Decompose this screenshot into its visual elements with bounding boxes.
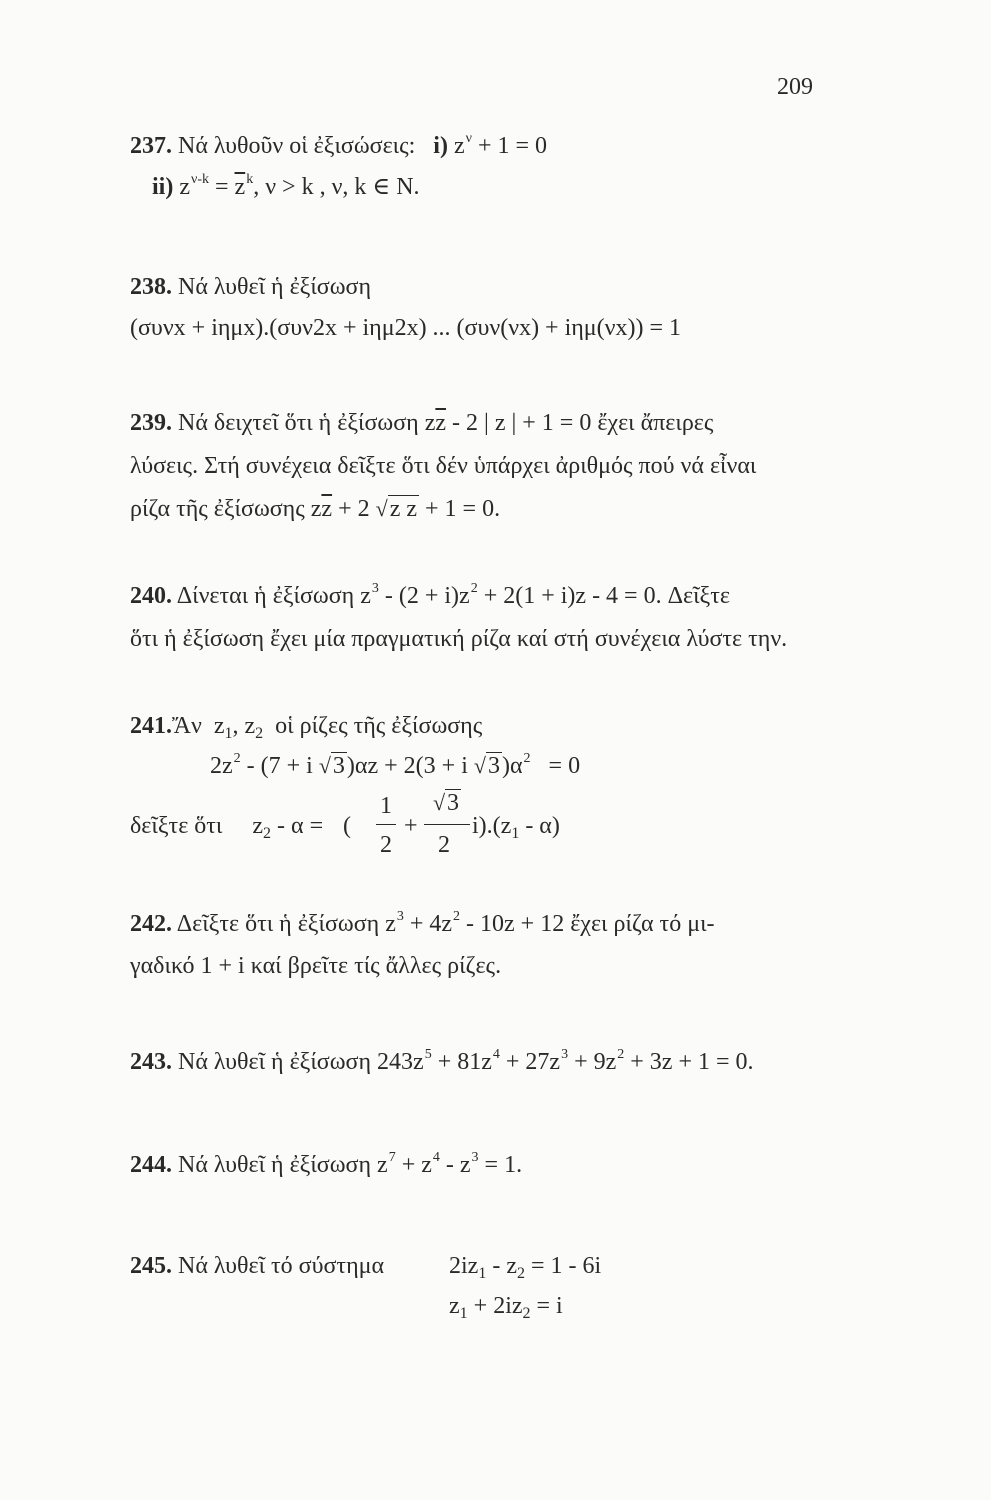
conjugate: $\overline{z}$ bbox=[234, 174, 246, 200]
problem-number: 244. bbox=[130, 1152, 172, 1178]
exponent: 2 bbox=[617, 1047, 625, 1062]
problem-239-line-1 bbox=[130, 408, 713, 438]
problem-240-line-1 bbox=[130, 581, 730, 615]
problem-number: 243. bbox=[130, 1049, 172, 1075]
problem-241-equation: $2z^2 - (7 + i$ √3)αz + 2(3 + i $√3)\alpha^2$ = 0 bbox=[210, 751, 581, 779]
subscript: 1 bbox=[224, 725, 233, 742]
problem-237-line-2 bbox=[152, 172, 420, 206]
problem-number: 245. bbox=[130, 1253, 172, 1279]
problem-240-line-2: ὅτι ἡ ἐξίσωση ἔχει μία πραγματική ρίζα καί στή συνέχεια λύστε την. bbox=[130, 626, 788, 652]
plus-sign: + bbox=[404, 813, 418, 839]
problem-text: Νά λυθεῖ ἡ ἐξίσωση z bbox=[178, 1152, 388, 1178]
problem-238-equation: (συνx + iημx).(συν2x + iημ2x) ... (συν(νx) + iημ(νx)) = 1 bbox=[130, 315, 682, 341]
problem-text: Νά λυθεῖ τό σύστημα bbox=[178, 1253, 385, 1279]
subscript: 2 bbox=[522, 1305, 531, 1322]
square-root: √3 bbox=[318, 753, 345, 779]
exponent: 2 bbox=[233, 751, 241, 766]
problem-238-line-1 bbox=[130, 272, 371, 302]
problem-241-line-1: 241.Ἄν $z_1$, $z_2$ οἱ ρίζες τῆς ἐξίσωσης bbox=[130, 713, 483, 742]
exponent: 4 bbox=[492, 1047, 500, 1062]
problem-text: Νά λυθοῦν οἱ ἐξισώσεις: bbox=[178, 133, 416, 159]
exponent: 3 bbox=[396, 909, 404, 924]
math: z bbox=[179, 174, 190, 200]
problem-text: οἱ ρίζες τῆς ἐξίσωσης bbox=[275, 713, 483, 739]
problem-239-line-2: λύσεις. Στή συνέχεια δεῖξτε ὅτι δέν ὑπάρχει ἀριθμός πού νά εἶναι bbox=[130, 453, 757, 479]
math: z bbox=[213, 713, 225, 739]
problem-number: 239. bbox=[130, 410, 172, 436]
exponent: 2 bbox=[453, 909, 461, 924]
square-root: √z z bbox=[375, 496, 417, 522]
exponent: 3 bbox=[471, 1150, 479, 1165]
problem-text: ρίζα τῆς ἐξίσωσης bbox=[130, 496, 305, 522]
conjugate: $\overline{z}$ bbox=[321, 496, 333, 522]
problem-text: Δίνεται ἡ ἐξίσωση z bbox=[176, 583, 371, 609]
math: z bbox=[310, 496, 322, 522]
subscript: 2 bbox=[255, 725, 264, 742]
exponent: 5 bbox=[424, 1047, 432, 1062]
square-root: √3 bbox=[473, 753, 500, 779]
exponent: 4 bbox=[432, 1150, 440, 1165]
exponent: 2 bbox=[523, 751, 531, 766]
problem-245-equation-2: $z_1 + 2iz_2 = i$ bbox=[449, 1293, 563, 1322]
math: z bbox=[244, 713, 256, 739]
math: + 2 bbox=[338, 496, 370, 522]
subscript: 1 bbox=[511, 825, 520, 842]
math: = bbox=[214, 174, 229, 200]
math: + 2(1 + i)z - 4 = 0. Δεῖξτε bbox=[483, 583, 730, 609]
conjugate: $\overline{z}$ bbox=[435, 410, 447, 436]
square-root: √3 bbox=[432, 790, 460, 816]
exponent: 3 bbox=[371, 581, 379, 596]
math: + 1 = 0 bbox=[477, 133, 548, 159]
exponent: 2 bbox=[470, 581, 478, 596]
math: + 1 = 0. bbox=[425, 496, 501, 522]
part-label: i) bbox=[433, 133, 448, 159]
math: - (2 + i)z bbox=[384, 583, 470, 609]
problem-242-line-2: γαδικό 1 + i καί βρεῖτε τίς ἄλλες ρίζες. bbox=[130, 953, 502, 979]
problem-245-line-1 bbox=[130, 1251, 384, 1281]
fraction-sqrt3-numerator bbox=[422, 790, 472, 816]
problem-241-claim: δεῖξτε ὅτι $z_2$ - α = bbox=[130, 813, 324, 842]
exponent: 3 bbox=[561, 1047, 569, 1062]
paren-open: ( bbox=[343, 813, 351, 839]
fraction-bar bbox=[376, 824, 396, 825]
part-label: ii) bbox=[152, 174, 174, 200]
math: z bbox=[424, 410, 436, 436]
exponent: k bbox=[246, 172, 254, 187]
problem-number: 241. bbox=[130, 713, 172, 739]
subscript: 1 bbox=[478, 1265, 487, 1282]
exponent: ν-k bbox=[190, 172, 209, 187]
exponent: ν bbox=[465, 131, 472, 146]
subscript: 1 bbox=[459, 1305, 468, 1322]
problem-237-line-1 bbox=[130, 131, 547, 165]
fraction-bar bbox=[424, 824, 470, 825]
problem-242-line-1: 242. Δεῖξτε ὅτι ἡ ἐξίσωση $z^3 + 4z^2 - 10z + 12$ ἔχει ρίζα τό μι- bbox=[130, 909, 715, 937]
problem-text: Νά λυθεῖ ἡ ἐξίσωση bbox=[178, 274, 372, 300]
problem-text: Δεῖξτε ὅτι ἡ ἐξίσωση z bbox=[176, 911, 396, 937]
problem-number: 238. bbox=[130, 274, 172, 300]
problem-number: 237. bbox=[130, 133, 172, 159]
subscript: 2 bbox=[516, 1265, 525, 1282]
fraction-one-half-numerator: 1 bbox=[380, 793, 392, 819]
math: - 2 | z | + 1 = 0 ἔχει ἄπειρες bbox=[452, 410, 714, 436]
problem-241-rhs: $i).(z_1 - \alpha)$ bbox=[472, 813, 560, 842]
problem-text: Ἄν bbox=[172, 713, 202, 739]
exponent: 7 bbox=[388, 1150, 396, 1165]
problem-244-line-1: 244. Νά λυθεῖ ἡ ἐξίσωση $z^7 + z^4 - z^3 = 1$. bbox=[130, 1150, 523, 1178]
math: z bbox=[453, 133, 465, 159]
problem-245-equation-1: $2iz_1 - z_2 = 1 - 6i$ bbox=[449, 1253, 602, 1282]
problem-number: 242. bbox=[130, 911, 172, 937]
fraction-one-half-denominator: 2 bbox=[380, 832, 392, 858]
page-number: 209 bbox=[777, 74, 813, 100]
subscript: 2 bbox=[263, 825, 272, 842]
fraction-sqrt3-denominator: 2 bbox=[438, 832, 450, 858]
problem-239-line-3 bbox=[130, 494, 500, 524]
problem-number: 240. bbox=[130, 583, 172, 609]
problem-text: Νά λυθεῖ ἡ ἐξίσωση 243z bbox=[178, 1049, 424, 1075]
problem-text: Νά δειχτεῖ ὅτι ἡ ἐξίσωση bbox=[178, 410, 419, 436]
math: , ν > k , ν, k ∈ N. bbox=[253, 174, 420, 200]
problem-text: δεῖξτε ὅτι bbox=[130, 813, 223, 839]
problem-243-line-1: 243. Νά λυθεῖ ἡ ἐξίσωση $243z^5 + 81z^4 + 27z^3 + 9z^2 + 3z + 1 = 0$. bbox=[130, 1047, 754, 1075]
